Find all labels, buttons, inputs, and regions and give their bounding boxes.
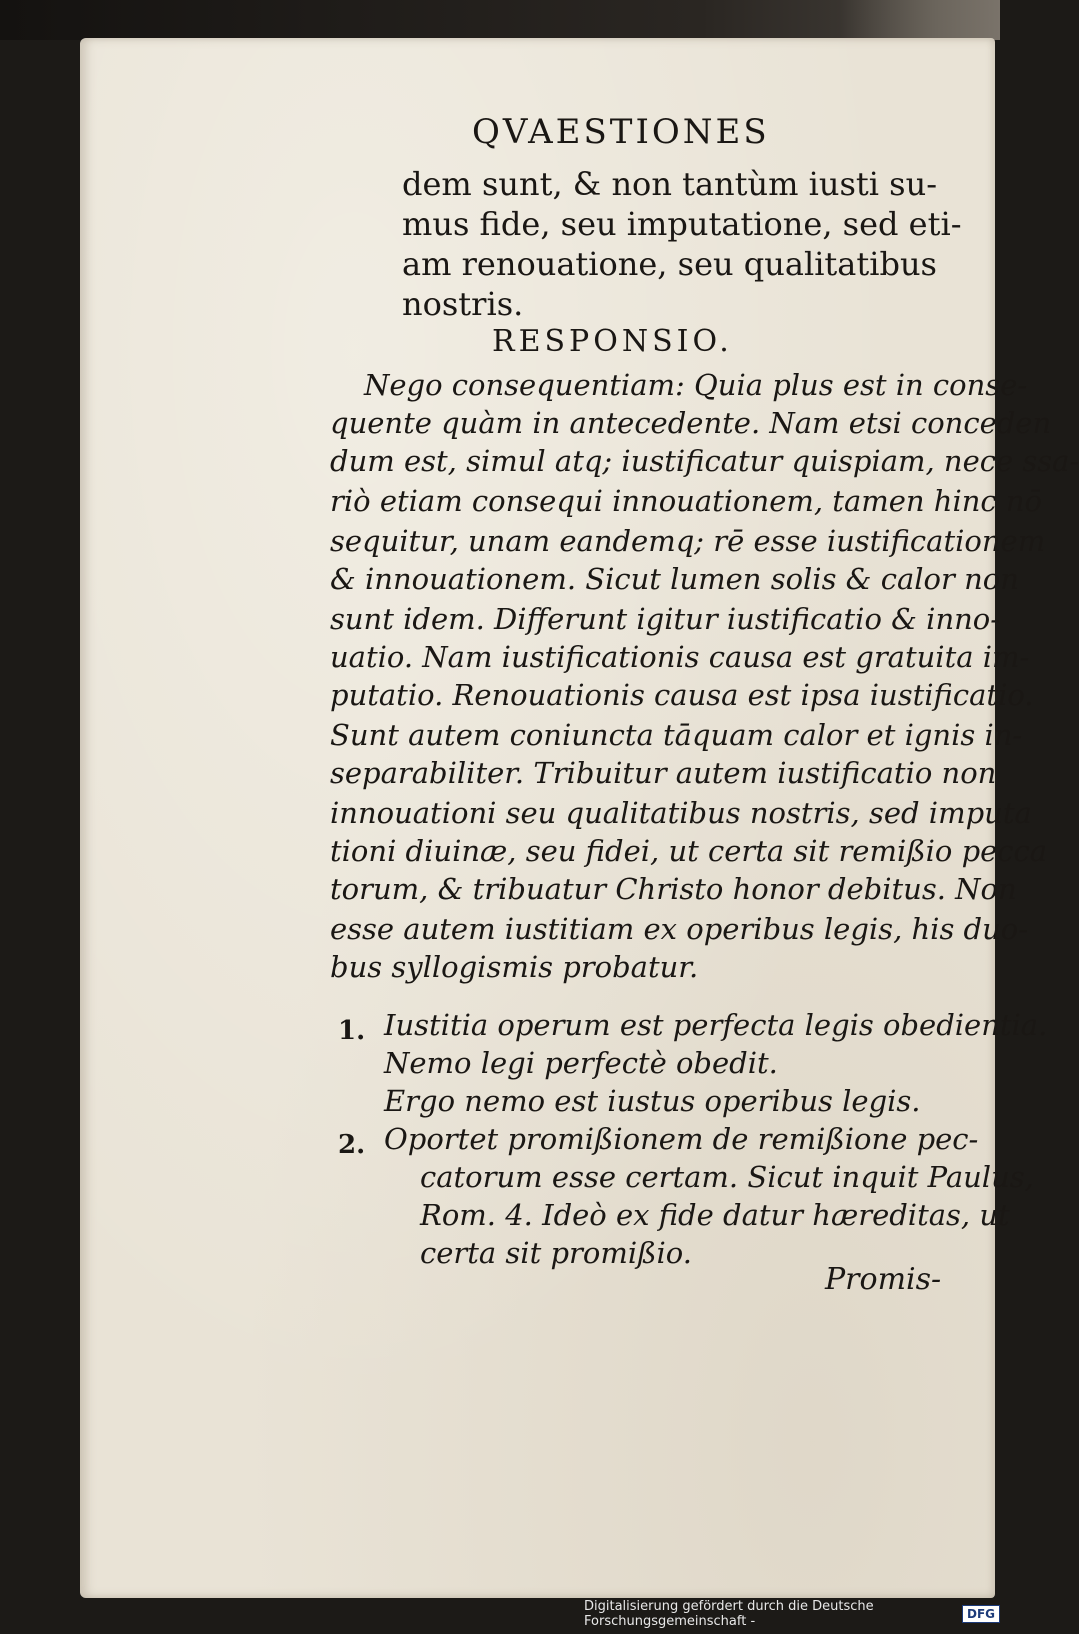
syllogism-line: Nemo legi perfectè obedit. bbox=[384, 1046, 778, 1080]
body-line: sunt idem. Differunt igitur iustificatio & inno- bbox=[330, 602, 1001, 636]
body-line: innouationi seu qualitatibus nostris, sed imputa bbox=[330, 796, 1032, 830]
body-line: & innouationem. Sicut lumen solis & calor non bbox=[330, 562, 1019, 596]
body-line: sequitur, unam eandemq; rē esse iustificationem bbox=[330, 524, 1046, 558]
question-line-4: nostris. bbox=[402, 285, 524, 323]
catchword: Promis- bbox=[825, 1262, 942, 1297]
body-line: torum, & tribuatur Christo honor debitus. Non bbox=[330, 872, 1017, 906]
credit-text: Digitalisierung gefördert durch die Deutsche Forschungsgemeinschaft - bbox=[584, 1599, 874, 1629]
section-heading: RESPONSIO. bbox=[492, 324, 733, 359]
syllogism-number: 1. bbox=[338, 1016, 366, 1046]
body-line: quente quàm in antecedente. Nam etsi conceden bbox=[330, 406, 1052, 440]
question-line-2: mus fide, seu imputatione, sed eti- bbox=[402, 205, 962, 243]
syllogism-line: certa sit promißio. bbox=[420, 1236, 692, 1270]
scan-background-top bbox=[0, 0, 1000, 40]
syllogism-line: Iustitia operum est perfecta legis obedientia. bbox=[384, 1008, 1048, 1042]
dfg-logo: DFG bbox=[962, 1605, 1000, 1623]
syllogism-number: 2. bbox=[338, 1130, 366, 1160]
body-line: dum est, simul atq; iustificatur quispiam, nece ssa- bbox=[330, 444, 1079, 478]
syllogism-line: catorum esse certam. Sicut inquit Paulus, bbox=[420, 1160, 1034, 1194]
syllogism-line: Rom. 4. Ideò ex fide datur hæreditas, ut bbox=[420, 1198, 1010, 1232]
running-head: QVAESTIONES bbox=[472, 112, 770, 152]
question-line-3: am renouatione, seu qualitatibus bbox=[402, 245, 937, 283]
digitization-credit bbox=[584, 1599, 1000, 1629]
body-line: esse autem iustitiam ex operibus legis, his duo- bbox=[330, 912, 1029, 946]
body-line: bus syllogismis probatur. bbox=[330, 950, 699, 984]
syllogism-line: Ergo nemo est iustus operibus legis. bbox=[384, 1084, 921, 1118]
body-line: Sunt autem coniuncta tāquam calor et ignis in- bbox=[330, 718, 1023, 752]
body-line: tioni diuinæ, seu fidei, ut certa sit remißio pecca bbox=[330, 834, 1048, 868]
body-line: putatio. Renouationis causa est ipsa iustificatio. bbox=[330, 678, 1034, 712]
body-line: uatio. Nam iustificationis causa est gratuita im- bbox=[330, 640, 1030, 674]
body-line: separabiliter. Tribuitur autem iustificatio non bbox=[330, 756, 997, 790]
question-line-1: dem sunt, & non tantùm iusti su- bbox=[402, 165, 937, 203]
syllogism-line: Oportet promißionem de remißione pec- bbox=[384, 1122, 979, 1156]
scan-edge bbox=[840, 0, 1000, 40]
body-line: Nego consequentiam: Quia plus est in conse- bbox=[364, 368, 1028, 402]
body-line: riò etiam consequi innouationem, tamen hinc nō bbox=[330, 484, 1043, 518]
